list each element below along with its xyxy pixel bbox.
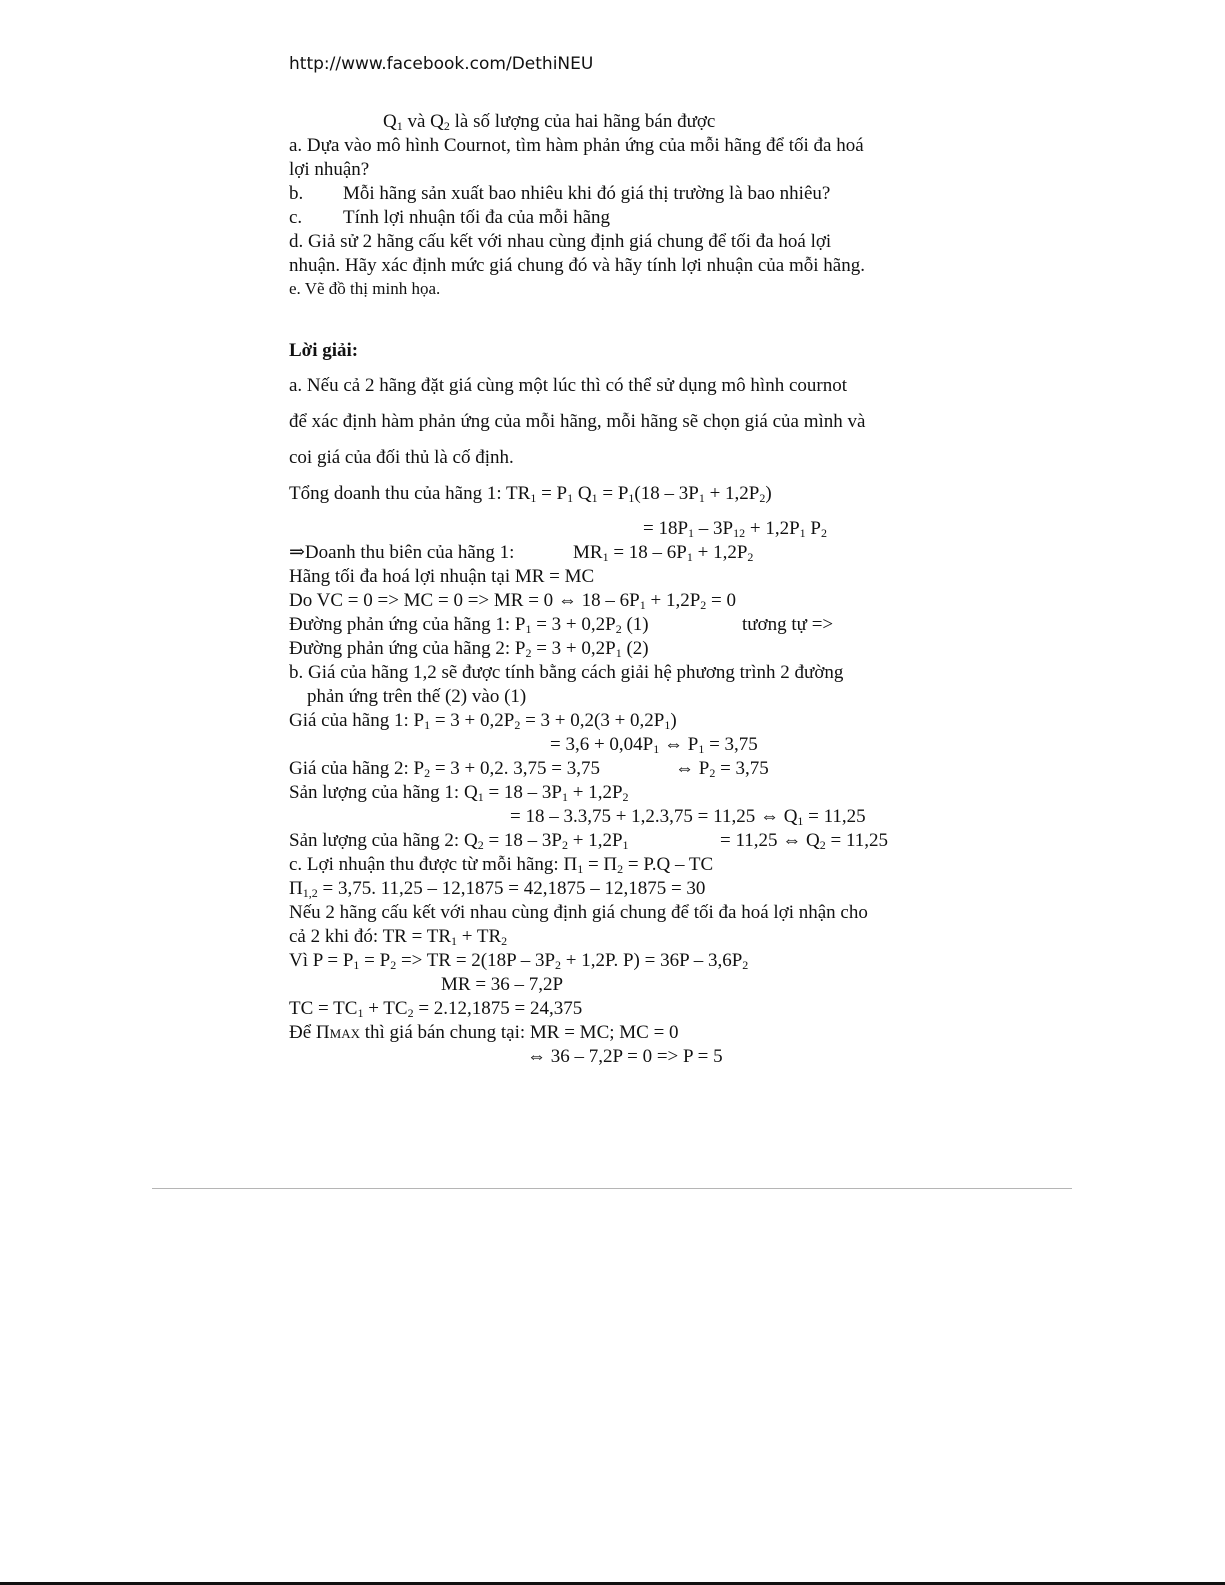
profit-calculation: $\Pi_{1,2} = 3,75$. 11,25 – 12,1875 = 42,1875 – 12,1875 = 30 bbox=[289, 878, 706, 900]
marginal-revenue-label: ⇒Doanh thu biên của hãng 1: bbox=[289, 542, 515, 563]
collusion-line-2: cả 2 khi đó: TR = $TR_1 + TR_2$ bbox=[289, 926, 508, 948]
max-profit-condition: Để ΠMAX thì giá bán chung tại: MR = MC; MC = 0 bbox=[289, 1022, 679, 1043]
question-c: Tính lợi nhuận tối đa của mỗi hãng bbox=[343, 207, 611, 228]
marginal-revenue-formula: $MR_1 = 18 - 6P_1 + 1,2P_2$ bbox=[573, 542, 754, 564]
solution-intro-line-2: để xác định hàm phản ứng của mỗi hãng, mỗi hãng sẽ chọn giá của mình và bbox=[289, 411, 866, 432]
quantity-note: $Q_1$ và $Q_2$ là số lượng của hai hãng bán được bbox=[383, 111, 716, 133]
similarly-note: tương tự => bbox=[742, 614, 834, 635]
page-divider bbox=[152, 1188, 1072, 1189]
total-revenue-line-2: = $18P_1 - 3P_{12} + 1,2P_1$ $P_2$ bbox=[643, 518, 827, 540]
question-b-label: b. bbox=[289, 183, 304, 204]
question-d-line-1: d. Giả sử 2 hãng cấu kết với nhau cùng định giá chung để tối đa hoá lợi bbox=[289, 231, 832, 252]
question-b: Mỗi hãng sản xuất bao nhiêu khi đó giá thị trường là bao nhiêu? bbox=[343, 183, 831, 204]
quantity-firm-2-result: = 11,25 ⇔ $Q_2 = 11,25$ bbox=[720, 830, 888, 852]
price-firm-2: Giá của hãng 2: $P_2 = 3 + 0,2$. 3,75 = 3,75 bbox=[289, 758, 600, 780]
reaction-function-1: Đường phản ứng của hãng 1: $P_1 = 3 + 0,2P_2$ (1) bbox=[289, 614, 649, 636]
solution-intro-line-3: coi giá của đối thủ là cố định. bbox=[289, 447, 514, 468]
question-c-label: c. bbox=[289, 207, 303, 228]
price-firm-1-line-2: = $3,6 + 0,04P_1$ ⇔ $P_1 = 3,75$ bbox=[550, 734, 758, 756]
quantity-firm-1-line-1: Sản lượng của hãng 1: $Q_1 = 18 - 3P_1 + 1,2P_2$ bbox=[289, 782, 629, 804]
question-a-line-1: a. Dựa vào mô hình Cournot, tìm hàm phản ứng của mỗi hãng để tối đa hoá bbox=[289, 135, 864, 156]
total-revenue-line-1: Tổng doanh thu của hãng 1: $TR_1 = P_1$ $Q_1 = P_1(18 - 3P_1 + 1,2P_2)$ bbox=[289, 483, 772, 505]
page-header-url: http://www.facebook.com/DethiNEU bbox=[289, 54, 594, 74]
vc-derivation: Do VC = 0 => MC = 0 => MR = 0 ⇔ $18 - 6P_1 + 1,2P_2 = 0$ bbox=[289, 590, 736, 612]
profit-max-condition: Hãng tối đa hoá lợi nhuận tại MR = MC bbox=[289, 566, 595, 587]
solution-title: Lời giải: bbox=[289, 340, 359, 361]
collusion-mr: MR = 36 – 7,2P bbox=[441, 974, 564, 995]
question-d-line-2: nhuận. Hãy xác định mức giá chung đó và hãy tính lợi nhuận của mỗi hãng. bbox=[289, 255, 865, 276]
collusion-line-1: Nếu 2 hãng cấu kết với nhau cùng định giá chung để tối đa hoá lợi nhận cho bbox=[289, 902, 868, 923]
question-a-line-2: lợi nhuận? bbox=[289, 159, 370, 180]
question-e: e. Vẽ đồ thị minh họa. bbox=[289, 279, 441, 298]
part-b-line-2: phản ứng trên thế (2) vào (1) bbox=[307, 686, 527, 707]
common-price-result: ⇔ 36 – 7,2P = 0 => P = 5 bbox=[527, 1046, 723, 1067]
total-cost: TC = $TC_1 + TC_2 = 2.12,1875 = 24,375$ bbox=[289, 998, 583, 1020]
quantity-firm-2: Sản lượng của hãng 2: $Q_2 = 18 - 3P_2 + 1,2P_1$ bbox=[289, 830, 629, 852]
part-b-line-1: b. Giá của hãng 1,2 sẽ được tính bằng cách giải hệ phương trình 2 đường bbox=[289, 662, 844, 683]
price-firm-2-result: ⇔ $P_2 = 3,75$ bbox=[675, 758, 769, 780]
part-c-profit: c. Lợi nhuận thu được từ mỗi hãng: $\Pi_1 = \Pi_2 = P.Q$ – TC bbox=[289, 854, 714, 876]
solution-intro-line-1: a. Nếu cả 2 hãng đặt giá cùng một lúc thì có thể sử dụng mô hình cournot bbox=[289, 375, 848, 396]
price-firm-1-line-1: Giá của hãng 1: $P_1 = 3 + 0,2P_2 = 3 + 0,2(3 + 0,2P_1)$ bbox=[289, 710, 677, 732]
reaction-function-2: Đường phản ứng của hãng 2: $P_2 = 3 + 0,2P_1$ (2) bbox=[289, 638, 649, 660]
quantity-firm-1-line-2: = 18 – 3.3,75 + 1,2.3,75 = 11,25 ⇔ $Q_1 = 11,25$ bbox=[510, 806, 866, 828]
collusion-line-3: Vì $P = P_1 = P_2$ => TR = $2(18P - 3P_2 + 1,2P$. $P) = 36P - 3,6P_2$ bbox=[289, 950, 749, 972]
